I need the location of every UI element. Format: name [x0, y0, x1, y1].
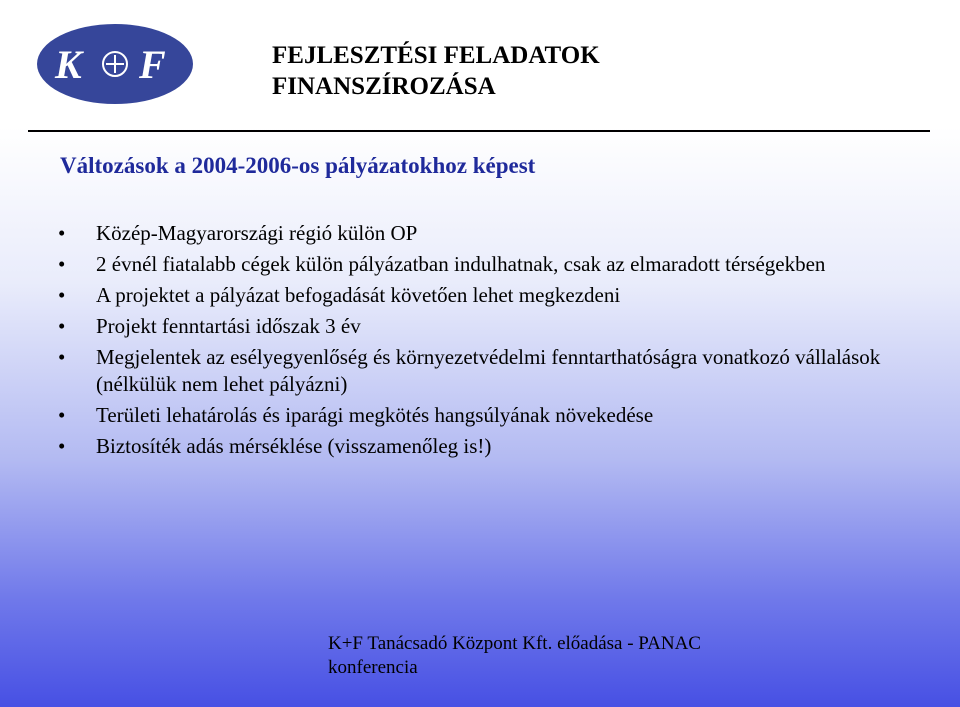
bullet-icon: •	[58, 403, 66, 427]
bullet-icon: •	[58, 345, 66, 369]
page-title	[272, 40, 600, 102]
list-item	[58, 344, 908, 398]
slide-subtitle: Változások a 2004-2006-os pályázatokhoz képest	[60, 153, 536, 178]
list-item	[58, 433, 908, 460]
page-title-line1: FEJLESZTÉSI FELADATOK	[272, 42, 600, 69]
logo-letter-k: K	[55, 42, 82, 87]
header-divider	[28, 130, 930, 132]
bullet-list	[58, 220, 908, 464]
list-item	[58, 402, 908, 429]
bullet-icon: •	[58, 314, 66, 338]
footer-caption	[328, 632, 748, 680]
footer-line1: K+F Tanácsadó Központ Kft. előadása - PANAC	[328, 633, 701, 654]
logo-letter-f: F	[139, 42, 166, 87]
list-item-text: A projektet a pályázat befogadását követően lehet megkezdeni	[96, 283, 621, 307]
list-item-text: Közép-Magyarországi régió külön OP	[96, 221, 418, 245]
list-item	[58, 282, 908, 309]
bullet-icon: •	[58, 221, 66, 245]
bullet-icon: •	[58, 252, 66, 276]
bullet-icon: •	[58, 283, 66, 307]
footer-line2: konferencia	[328, 657, 418, 678]
list-item-text: Projekt fenntartási időszak 3 év	[96, 314, 361, 338]
list-item-text: Megjelentek az esélyegyenlőség és környezetvédelmi fenntarthatóságra vonatkozó vállalások (nélkülük nem lehet pályázni)	[96, 345, 881, 396]
list-item-text: Biztosíték adás mérséklése (visszamenőleg is!)	[96, 434, 492, 458]
list-item-text: Területi lehatárolás és iparági megkötés hangsúlyának növekedése	[96, 403, 654, 427]
list-item-text: 2 évnél fiatalabb cégek külön pályázatban indulhatnak, csak az elmaradott térségekben	[96, 252, 826, 276]
kf-logo	[35, 22, 195, 106]
list-item	[58, 220, 908, 247]
page-title-line2: FINANSZÍROZÁSA	[272, 73, 496, 100]
list-item	[58, 251, 908, 278]
bullet-icon: •	[58, 434, 66, 458]
list-item	[58, 313, 908, 340]
kf-logo-graphic	[35, 22, 195, 106]
